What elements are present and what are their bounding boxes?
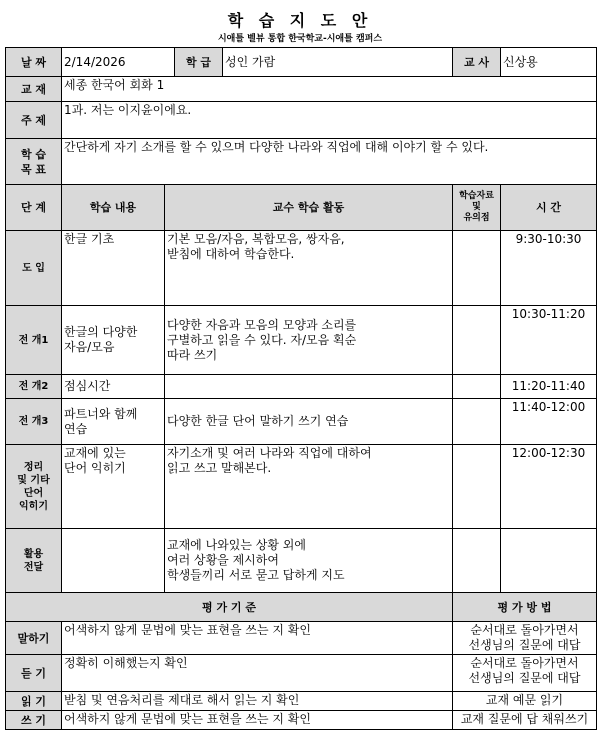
stage-development-2: 전 개2 (6, 375, 62, 399)
content-cell: 파트너와 함께 연습 (62, 399, 165, 445)
materials-cell (453, 445, 501, 529)
lesson-plan-table (5, 47, 597, 730)
stage-intro: 도 입 (6, 231, 62, 306)
time-cell: 11:40-12:00 (501, 399, 597, 445)
stage-development-1: 전 개1 (6, 306, 62, 375)
stage-development-3: 전 개3 (6, 399, 62, 445)
content-cell: 교재에 있는 단어 익히기 (62, 445, 165, 529)
materials-cell (453, 231, 501, 306)
skill-reading: 읽 기 (6, 692, 62, 711)
criteria-cell: 받침 및 연음처리를 제대로 해서 읽는 지 확인 (62, 692, 453, 711)
criteria-cell: 정확히 이해했는지 확인 (62, 655, 453, 692)
page-title: 학 습 지 도 안 (227, 11, 373, 30)
method-cell: 순서대로 돌아가면서 선생님의 질문에 대답 (453, 622, 597, 655)
method-cell: 교재 예문 읽기 (453, 692, 597, 711)
activity-cell: 다양한 한글 단어 말하기 쓰기 연습 (165, 399, 453, 445)
content-header: 학습 내용 (62, 185, 165, 231)
criteria-cell: 어색하지 않게 문법에 맞는 표현을 쓰는 지 확인 (62, 622, 453, 655)
time-cell: 12:00-12:30 (501, 445, 597, 529)
materials-header: 학습자료 및 유의점 (453, 185, 501, 231)
goal-label: 학 습 목 표 (6, 139, 62, 185)
class-value: 성인 가람 (223, 48, 453, 77)
criteria-cell: 어색하지 않게 문법에 맞는 표현을 쓰는 지 확인 (62, 711, 453, 730)
date-value: 2/14/2026 (62, 48, 175, 77)
skill-listening: 듣 기 (6, 655, 62, 692)
method-cell: 순서대로 돌아가면서 선생님의 질문에 대답 (453, 655, 597, 692)
time-cell: 11:20-11:40 (501, 375, 597, 399)
skill-writing: 쓰 기 (6, 711, 62, 730)
teacher-value: 신상용 (501, 48, 597, 77)
activity-cell: 교재에 나와있는 상황 외에 여러 상황을 제시하여 학생들끼리 서로 묻고 답하게 지도 (165, 529, 453, 593)
materials-cell (453, 306, 501, 375)
activity-cell: 다양한 자음과 모음의 모양과 소리를 구별하고 읽을 수 있다. 자/모음 획순 따라 쓰기 (165, 306, 453, 375)
topic-value: 1과. 저는 이지윤이에요. (62, 102, 597, 139)
activity-header: 교수 학습 활동 (165, 185, 453, 231)
textbook-label: 교 재 (6, 77, 62, 102)
activity-cell: 기본 모음/자음, 복합모음, 쌍자음, 받침에 대하여 학습한다. (165, 231, 453, 306)
content-cell: 한글 기초 (62, 231, 165, 306)
textbook-value: 세종 한국어 회화 1 (62, 77, 597, 102)
time-cell: 10:30-11:20 (501, 306, 597, 375)
skill-speaking: 말하기 (6, 622, 62, 655)
stage-header: 단 계 (6, 185, 62, 231)
method-cell: 교재 질문에 답 채워쓰기 (453, 711, 597, 730)
time-cell: 9:30-10:30 (501, 231, 597, 306)
materials-cell (453, 375, 501, 399)
method-header: 평 가 방 법 (453, 593, 597, 622)
stage-summary: 정리 및 기타 단어 익히기 (6, 445, 62, 529)
activity-cell: 자기소개 및 여러 나라와 직업에 대하여 읽고 쓰고 말해본다. (165, 445, 453, 529)
materials-cell (453, 399, 501, 445)
content-cell: 한글의 다양한 자음/모음 (62, 306, 165, 375)
materials-cell (453, 529, 501, 593)
content-cell: 점심시간 (62, 375, 165, 399)
topic-label: 주 제 (6, 102, 62, 139)
class-label: 학 급 (175, 48, 223, 77)
date-label: 날 짜 (6, 48, 62, 77)
teacher-label: 교 사 (453, 48, 501, 77)
content-cell (62, 529, 165, 593)
criteria-header: 평 가 기 준 (6, 593, 453, 622)
time-header: 시 간 (501, 185, 597, 231)
school-name: 시애틀 벨뷰 통합 한국학교-시애틀 캠퍼스 (217, 34, 383, 44)
stage-application: 활용 전달 (6, 529, 62, 593)
activity-cell (165, 375, 453, 399)
goal-value: 간단하게 자기 소개를 할 수 있으며 다양한 나라와 직업에 대해 이야기 할 수 있다. (62, 139, 597, 185)
time-cell (501, 529, 597, 593)
